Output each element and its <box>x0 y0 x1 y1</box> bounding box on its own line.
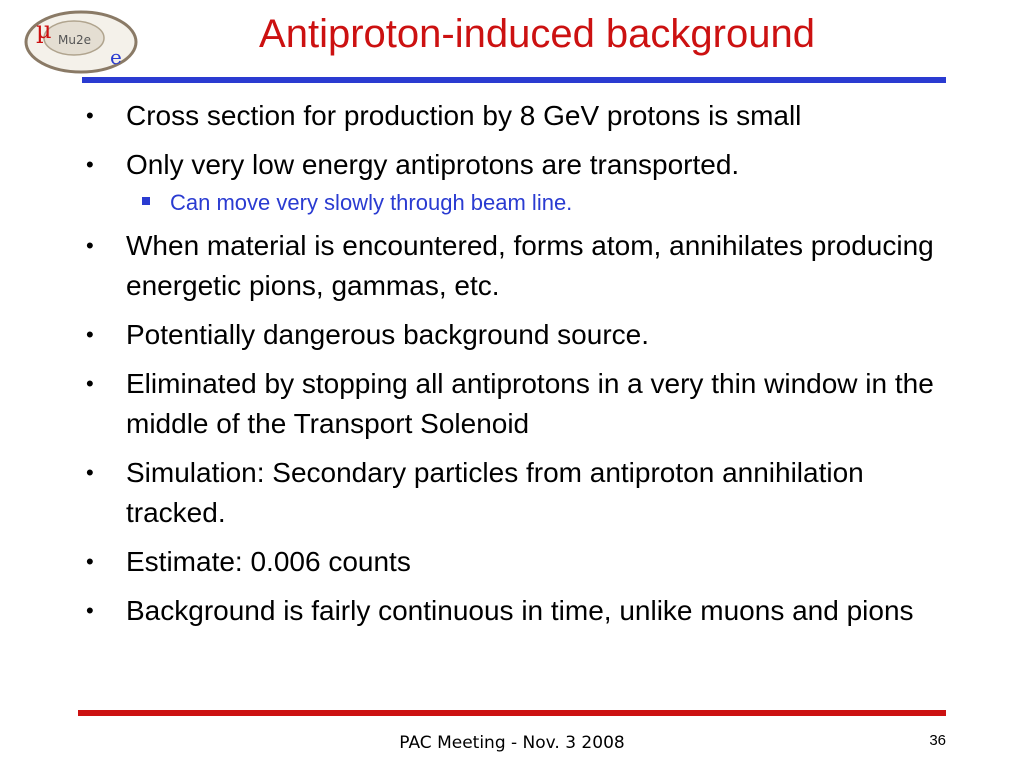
page-number: 36 <box>929 732 946 749</box>
bullet-item <box>86 453 966 533</box>
bullet-text: Estimate: 0.006 counts <box>126 546 411 577</box>
logo-center: Mu2e <box>58 33 91 47</box>
bullet-text: Cross section for production by 8 GeV protons is small <box>126 100 802 131</box>
footer-divider <box>78 710 946 716</box>
bullet-text: Potentially dangerous background source. <box>126 319 650 350</box>
bullet-text: Background is fairly continuous in time, unlike muons and pions <box>126 595 914 626</box>
bullet-icon: • <box>86 103 94 128</box>
bullet-item <box>86 591 966 631</box>
bullet-text: Eliminated by stopping all antiprotons in a very thin window in the middle of the Transport Solenoid <box>126 368 934 439</box>
sub-bullet-item <box>142 188 966 218</box>
bullet-icon: • <box>86 233 94 258</box>
bullet-text: When material is encountered, forms atom, annihilates producing energetic pions, gammas, etc. <box>126 230 934 301</box>
bullet-list <box>86 96 966 640</box>
bullet-item <box>86 542 966 582</box>
footer-text: PAC Meeting - Nov. 3 2008 <box>399 733 625 753</box>
bullet-item <box>86 145 966 185</box>
square-bullet-icon <box>142 188 170 205</box>
bullet-text: Only very low energy antiprotons are transported. <box>126 149 740 180</box>
bullet-icon: • <box>86 549 94 574</box>
bullet-icon: • <box>86 371 94 396</box>
sub-bullet-text: Can move very slowly through beam line. <box>170 190 573 215</box>
bullet-item <box>86 226 966 306</box>
bullet-icon: • <box>86 598 94 623</box>
bullet-item <box>86 364 966 444</box>
bullet-item <box>86 96 966 136</box>
bullet-icon: • <box>86 460 94 485</box>
logo-mu: µ <box>36 16 52 44</box>
bullet-icon: • <box>86 152 94 177</box>
title-divider <box>82 77 946 83</box>
slide-title: Antiproton-induced background <box>259 12 815 56</box>
bullet-icon: • <box>86 322 94 347</box>
bullet-item <box>86 315 966 355</box>
logo-e: e <box>110 45 122 69</box>
bullet-text: Simulation: Secondary particles from antiproton annihilation tracked. <box>126 457 864 528</box>
